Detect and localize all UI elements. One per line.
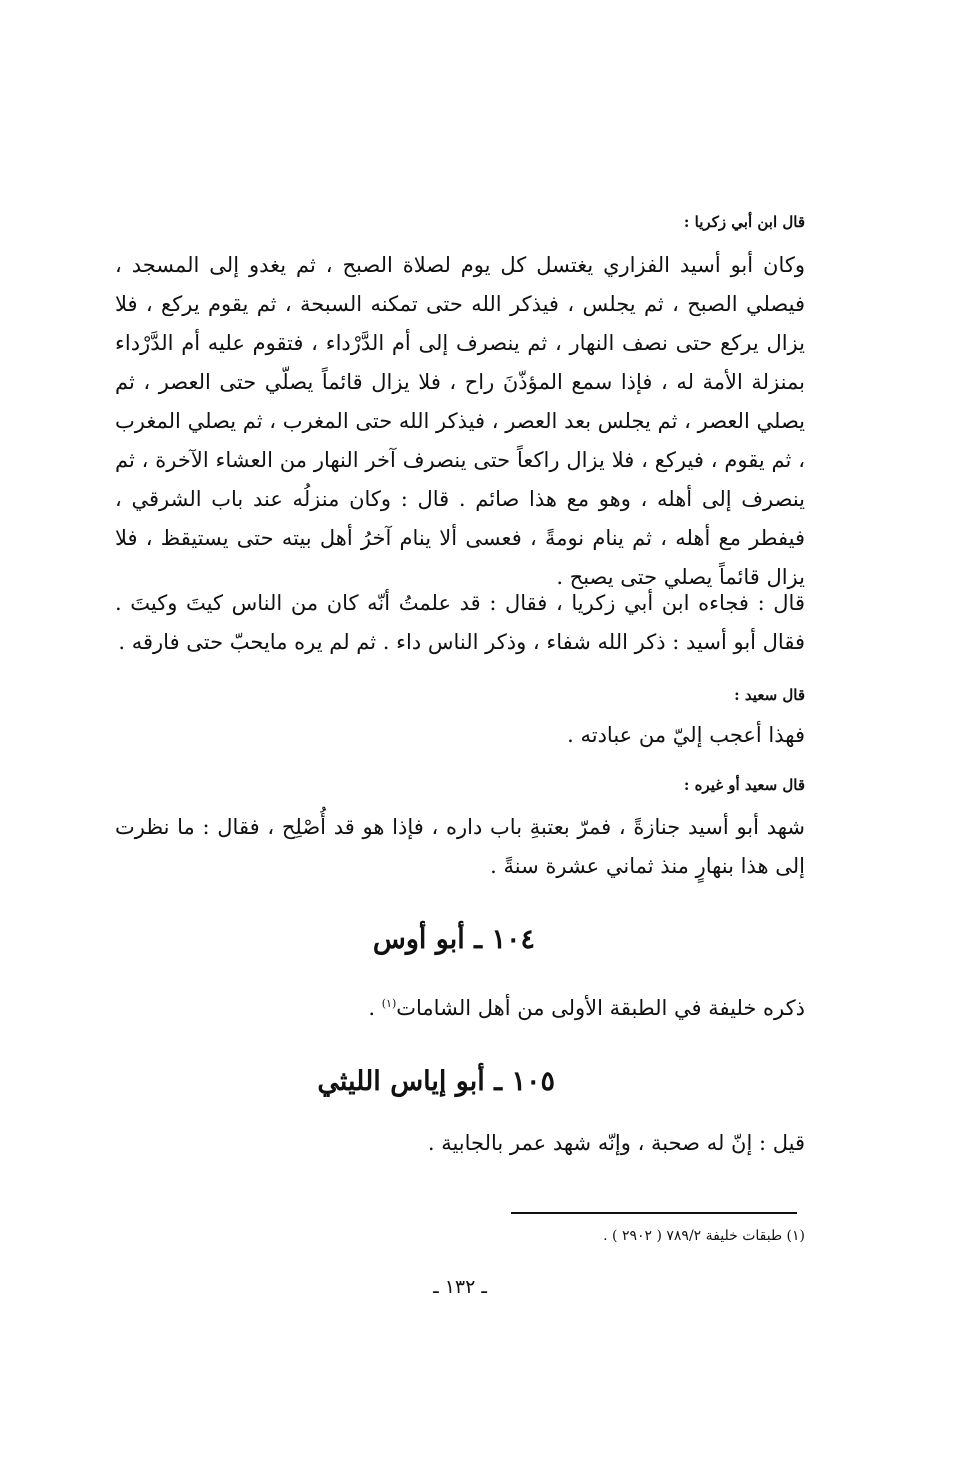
paragraph-1-text: وكان أبو أسيد الفزاري يغتسل كل يوم لصلاة الصبح ، ثم يغدو إلى المسجد ، فيصلي الصبح ، ثم يجلس ، فيذكر الله حتى تمكنه السبحة ، ثم يقوم يركع ، فلا يزال يركع حتى نصف النهار ، ثم ينصرف إلى أم الدَّرْداء ، فتقوم عليه أم الدَّرْداء بمنزلة الأمة له ، فإذا سمع المؤذّنَ راح ، فلا يزال قائماً يصلّي حتى العصر ، ثم يصلي العصر ، ثم يجلس بعد العصر ، فيذكر الله حتى المغرب ، ثم يصلي المغرب ، ثم يقوم ، فيركع ، فلا يزال راكعاً حتى ينصرف آخر النهار من العشاء الآخرة ، ثم ينصرف إلى أهله ، وهو مع هذا صائم . قال : وكان منزلُه عند باب الشرقي ، فيفطر مع أهله ، ثم ينام نومةً ، فعسى ألا ينام آخرُ أهل بيته حتى يستيقظ ، فلا يزال قائماً يصلي حتى يصبح . [115, 253, 805, 589]
paragraph-2 [115, 584, 805, 662]
entry-heading-105: ١٠٥ ـ أبو إياس الليثي [317, 1066, 555, 1097]
paragraph-3 [115, 716, 805, 755]
entry-105-paragraph: قيل : إنّ له صحبة ، وإنّه شهد عمر بالجابية . [427, 1131, 805, 1155]
paragraph-2-text: قال : فجاءه ابن أبي زكريا ، فقال : قد علمتُ أنّه كان من الناس كيتَ وكيتَ . فقال أبو أسيد : ذكر الله شفاء ، وذكر الناس داء . ثم لم يره مايحبّ حتى فارقه . [115, 591, 805, 654]
entry-104-body: ذكره خليفة في الطبقة الأولى من أهل الشامات [396, 996, 805, 1020]
entry-104-end: . [368, 996, 382, 1020]
paragraph-3-text: فهذا أعجب إليّ من عبادته . [567, 723, 805, 747]
footnote-divider [511, 1212, 797, 1214]
paragraph-4-text: شهد أبو أسيد جنازةً ، فمرّ بعتبةِ باب داره ، فإذا هو قد أُصْلِح ، فقال : ما نظرت إلى هذا بنهارٍ منذ ثماني عشرة سنةً . [115, 815, 805, 878]
footnote-ref: (١) [381, 997, 397, 1010]
paragraph-4 [115, 808, 805, 886]
entry-104-paragraph [115, 984, 805, 1028]
page-number: ـ ١٣٢ ـ [433, 1276, 487, 1298]
narrator-label-2: قال سعيد : [734, 686, 805, 704]
entry-105-text [115, 1124, 805, 1163]
narrator-label-1: قال ابن أبي زكريا : [683, 213, 805, 231]
entry-heading-104: ١٠٤ ـ أبو أوس [372, 924, 535, 955]
footnote: (١) طبقات خليفة ٧٨٩/٢ ( ٢٩٠٢ ) . [603, 1228, 805, 1244]
paragraph-1 [115, 246, 805, 597]
entry-104-text [115, 984, 805, 1028]
narrator-label-3: قال سعيد أو غيره : [683, 776, 805, 794]
